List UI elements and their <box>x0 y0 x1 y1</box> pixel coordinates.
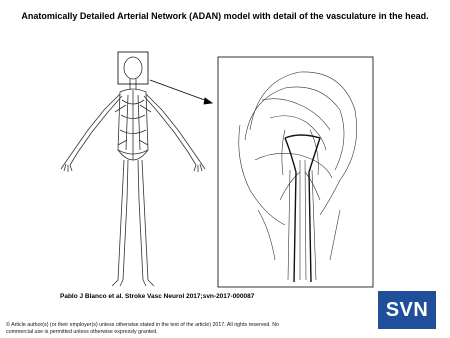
citation: Pablo J Blanco et al. Stroke Vasc Neurol 2017;svn-2017-000087 <box>60 293 255 300</box>
body-arterial-tree <box>61 57 205 286</box>
copyright-notice: © Article author(s) (or their employer(s) unless otherwise stated in the text of the article) 2017. All rights reserved. No commercial use is permitted unless otherwise expressly granted. <box>6 322 279 335</box>
zoom-arrow <box>150 80 212 104</box>
svn-logo: SVN <box>378 291 436 329</box>
slide-title: Anatomically Detailed Arterial Network (ADAN) model with detail of the vasculature in the head. <box>21 11 429 21</box>
